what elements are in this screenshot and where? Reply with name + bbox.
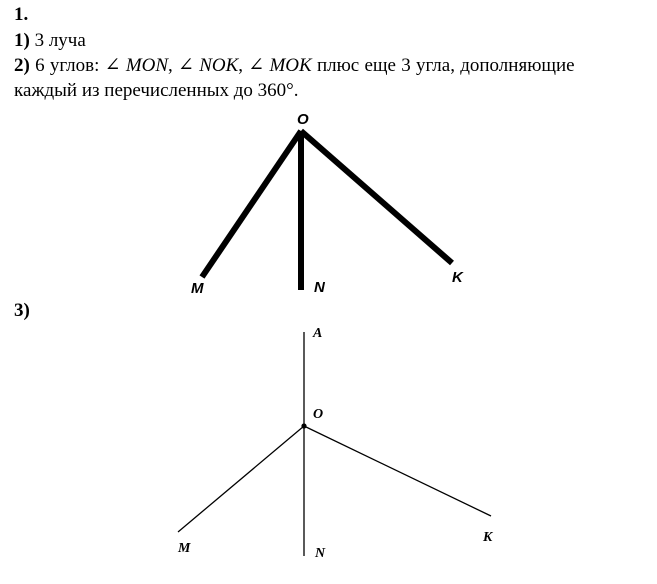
part1-text: 3 луча: [34, 30, 86, 51]
separator-1: ,: [168, 55, 173, 76]
part2-line2: каждый из перечисленных до 360°.: [14, 80, 299, 101]
fig2-label-m: M: [178, 541, 191, 556]
fig2-ray-om: [178, 426, 304, 532]
fig2-ray-ok: [304, 426, 491, 516]
problem-number: 1.: [14, 4, 29, 25]
angle-symbol-1: ∠: [104, 55, 121, 76]
fig1-label-o: O: [297, 111, 309, 128]
fig2-label-o: O: [313, 407, 324, 422]
angle-symbol-2: ∠: [178, 55, 194, 76]
figure2: [177, 326, 494, 561]
fig2-point-o: [301, 423, 306, 428]
part2-marker: 2): [14, 55, 30, 76]
fig1-label-n: N: [314, 279, 325, 296]
fig2-label-k: K: [483, 530, 493, 545]
part1-marker: 1): [14, 30, 30, 51]
separator-2: ,: [238, 55, 244, 76]
fig1-ray-ok: [301, 131, 452, 263]
part2-suffix: плюс еще 3 угла, дополняющие: [316, 55, 575, 76]
fig2-label-n: N: [315, 546, 326, 561]
fig1-label-m: M: [191, 280, 204, 297]
angle-symbol-3: ∠: [248, 55, 265, 76]
fig2-label-a: A: [313, 326, 323, 341]
fig1-ray-om: [202, 131, 301, 277]
angle-mon: MON: [125, 55, 169, 76]
figure1: [191, 111, 464, 297]
part2-prefix: 6 углов:: [35, 55, 100, 76]
angle-nok: NOK: [199, 55, 239, 76]
part3-marker: 3): [14, 300, 30, 321]
fig1-label-k: K: [452, 269, 463, 286]
angle-mok: MOK: [269, 55, 312, 76]
